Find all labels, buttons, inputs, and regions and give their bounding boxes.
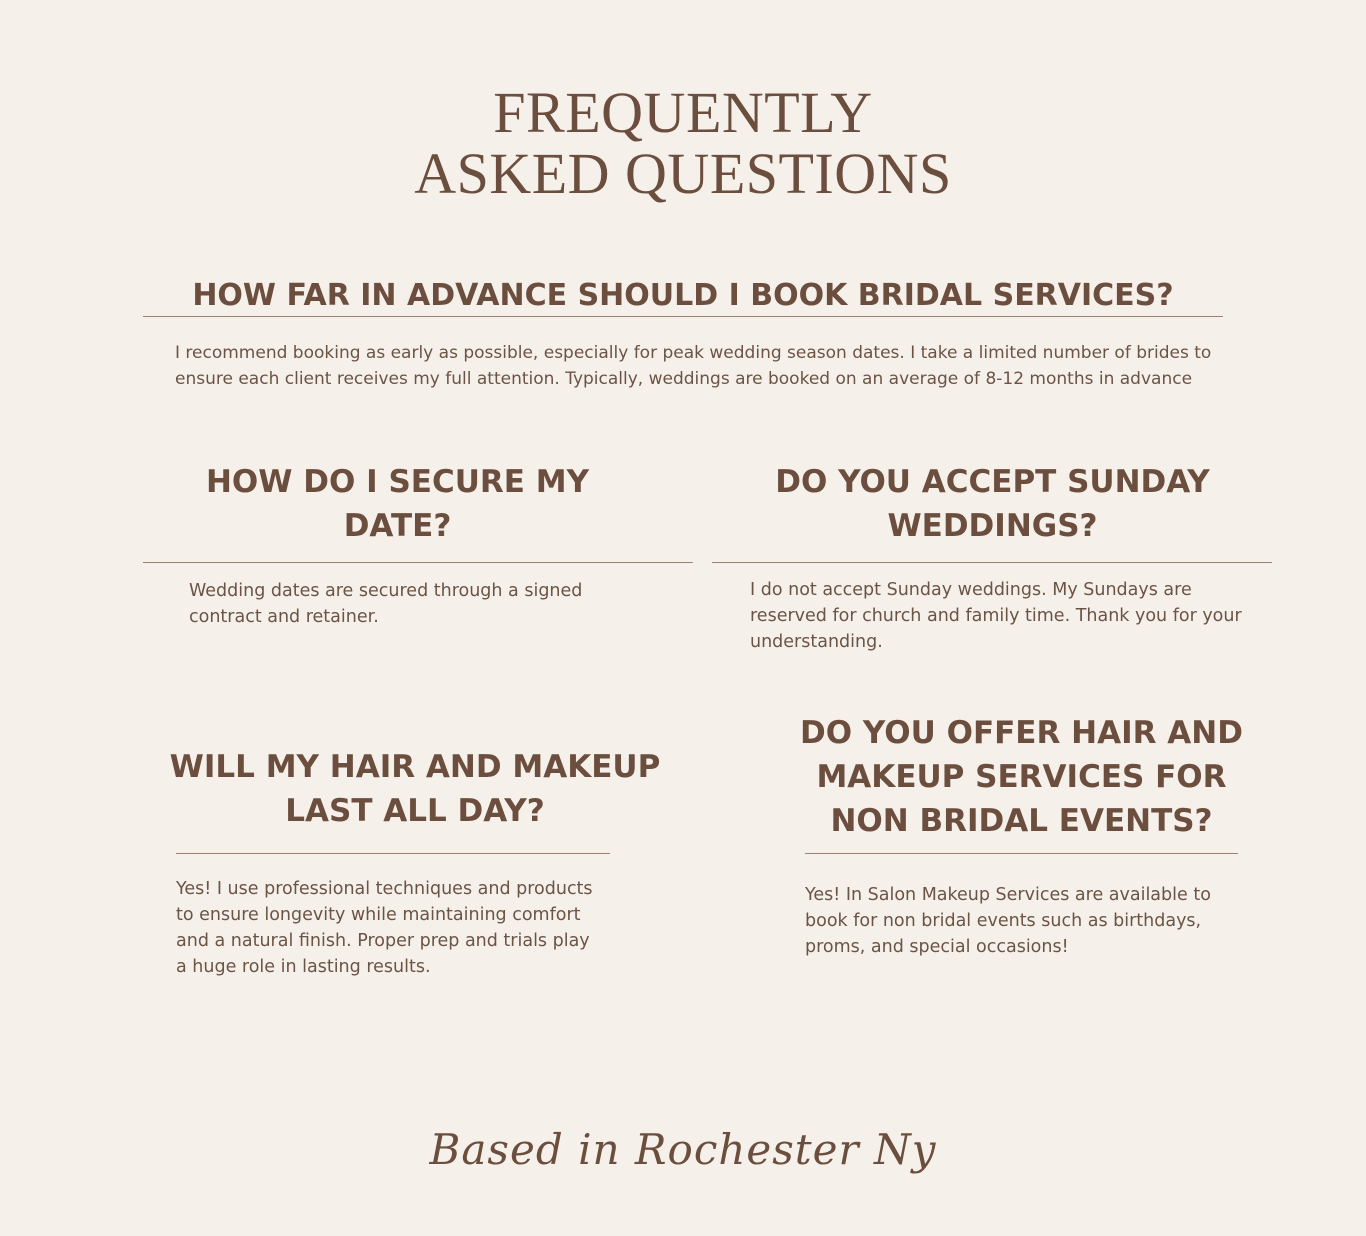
- faq-divider: [712, 562, 1272, 563]
- page-title-line-1: FREQUENTLY: [493, 80, 873, 145]
- faq-answer: Wedding dates are secured through a signed contract and retainer.: [189, 581, 583, 627]
- faq-answer: Yes! In Salon Makeup Services are available to book for non bridal events such as birthdays, proms, and special occasions!: [805, 885, 1211, 957]
- location-tagline: Based in Rochester Ny: [429, 1125, 937, 1174]
- faq-answer: Yes! I use professional techniques and products to ensure longevity while maintaining comfort and a natural finish. Proper prep and trials play a huge role in lasting results.: [176, 879, 593, 977]
- faq-divider: [143, 316, 1223, 317]
- faq-divider: [143, 562, 693, 563]
- faq-question: HOW FAR IN ADVANCE SHOULD I BOOK BRIDAL SERVICES?: [192, 278, 1174, 313]
- faq-answer: I recommend booking as early as possible, especially for peak wedding season dates. I take a limited number of brides to ensure each client receives my full attention. Typically, weddings are booked on an average of 8-12 months in advance: [175, 343, 1212, 389]
- faq-divider: [805, 853, 1238, 854]
- page-title-line-2: ASKED QUESTIONS: [414, 141, 952, 206]
- faq-question: HOW DO I SECURE MY DATE?: [205, 464, 590, 544]
- faq-question: WILL MY HAIR AND MAKEUP LAST ALL DAY?: [169, 749, 661, 829]
- faq-question: DO YOU OFFER HAIR AND MAKEUP SERVICES FOR NON BRIDAL EVENTS?: [800, 715, 1243, 839]
- faq-divider: [176, 853, 610, 854]
- page-title: [0, 82, 1366, 204]
- faq-answer: I do not accept Sunday weddings. My Sundays are reserved for church and family time. Thank you for your understanding.: [750, 580, 1242, 652]
- faq-question: DO YOU ACCEPT SUNDAY WEDDINGS?: [775, 464, 1210, 544]
